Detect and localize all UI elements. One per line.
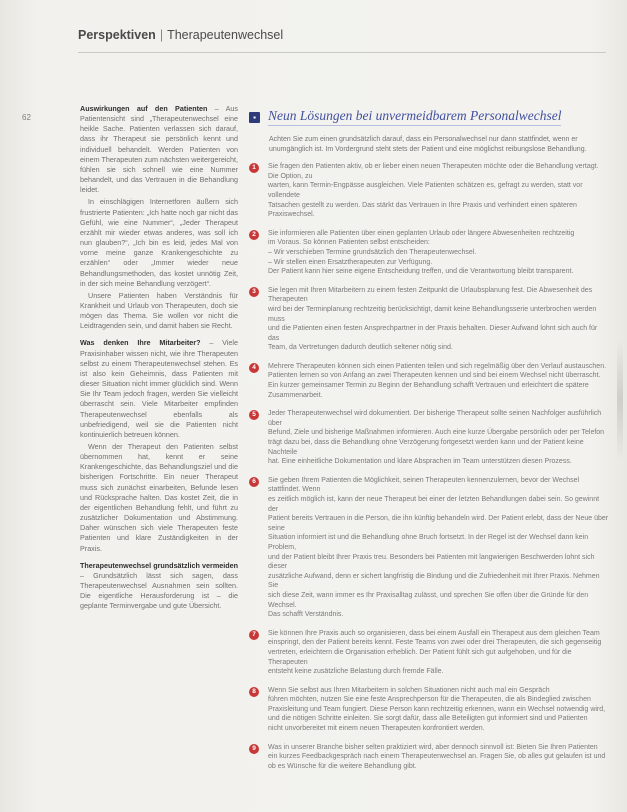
tip-line: Team, da Vertretungen dadurch deutlich seltener nötig sind. (268, 344, 453, 352)
header-section: Perspektiven (78, 28, 156, 42)
tip-line: Wenn Sie selbst aus Ihren Mitarbeitern in solchen Situationen nicht auch mal ein Gespräch (268, 686, 550, 694)
tip-line: führen möchten, nutzen Sie eine feste Ansprechperson für die Therapeuten, die als Bindeglied zwischen (268, 696, 591, 704)
tip-line: Das schafft Verständnis. (268, 611, 344, 619)
tip-line: und die nötigen Schritte einleiten. Sie sorgt dafür, dass alle Beteiligten gut informiert sind und Patienten (268, 715, 588, 723)
tip-item (249, 476, 609, 620)
tip-line: entsteht keine zusätzliche Belastung durch fremde Fälle. (268, 668, 444, 676)
paragraph-text: – Grundsätzlich lässt sich sagen, dass Therapeutenwechsel Ausnahmen sein sollten. Die eigentliche Herausforderung ist – die geplante Terminvergabe und gute Übersicht. (80, 570, 238, 611)
tip-line: trägt dazu bei, dass die Behandlung ohne Verzögerung fortgesetzt werden kann und der Patient keine Nachteile (268, 439, 584, 456)
tip-number-badge: 5 (249, 410, 259, 420)
tip-item (249, 286, 609, 353)
tip-line: Sie können Ihre Praxis auch so organisieren, dass bei einem Ausfall ein Therapeut aus dem gleichen Team (268, 629, 600, 637)
tip-line: sich diese Zeit, wann immer es Ihr Praxisalltag zulässt, und sprechen Sie offen über die Gründe für den Wechsel. (268, 591, 589, 609)
tip-line: hat. Eine einheitliche Dokumentation und klare Absprachen im Team unterstützen diesen Prozess. (268, 458, 572, 466)
paragraph-heading: Therapeutenwechsel grundsätzlich vermeiden (80, 560, 238, 570)
running-header (78, 28, 283, 42)
left-paragraph-1 (80, 104, 238, 195)
tip-number-badge: 4 (249, 363, 259, 373)
tip-line: Ein kurzer gemeinsamer Termin zu Beginn der Behandlung schafft Vertrauen und erleichtert die spätere (268, 382, 589, 390)
tip-line: Mehrere Therapeuten können sich einen Patienten teilen und sich regelmäßig über den Verlauf austauschen. (268, 362, 607, 370)
tip-number-badge: 9 (249, 744, 259, 754)
tip-text (268, 686, 605, 734)
left-paragraph-6 (80, 561, 238, 612)
tip-number-badge: 1 (249, 163, 259, 173)
tip-number-badge: 6 (249, 477, 259, 487)
tip-line: Sie fragen den Patienten aktiv, ob er lieber einen neuen Therapeuten möchte oder die Behandlung vertagt. Die Option, zu (268, 163, 599, 180)
tips-list (249, 162, 609, 771)
solutions-box (249, 108, 609, 780)
tip-item (249, 229, 609, 277)
tip-number-badge: 8 (249, 687, 259, 697)
tip-line: vertreten, erleichtern die Organisation erheblich. Der Patient fühlt sich gut aufgehoben, und für die Therapeuten (268, 648, 572, 666)
tip-item (249, 629, 609, 677)
tip-text (268, 476, 609, 620)
tip-line: wird bei der Terminplanung rechtzeitig berücksichtigt, damit keine Behandlungsserie unterbrochen werden muss (268, 305, 597, 323)
tip-text (268, 362, 606, 400)
tip-number-badge: 7 (249, 630, 259, 640)
header-topic: Therapeutenwechsel (167, 28, 284, 42)
paragraph-text: – Viele Praxisinhaber wissen nicht, wie ihre Therapeuten selbst zu einem Therapeutenwechsel stehen. Es ist also kein Geheimnis, dass Patienten mit dieser Situation nicht immer glücklich sind. Wenn Sie Ihr Team jedoch fragen, werden Sie vielleicht überrascht sein. Viele Mitarbeiter empfinden Therapeutenwechsel ebenfalls als unbefriedigend, weil sie die Patienten nicht kontinuierlich betreuen können. (80, 338, 239, 439)
tip-text (268, 409, 609, 467)
left-paragraph-4 (80, 338, 238, 440)
tip-line: – Wir verschieben Termine grundsätzlich den Therapeutenwechsel. (268, 248, 477, 256)
tip-line: Sie legen mit Ihren Mitarbeitern zu einem festen Zeitpunkt die Urlaubsplanung fest. Die Abwesenheit des Therapeuten (268, 286, 593, 304)
tip-line: Sie informieren alle Patienten über einen geplanten Urlaub oder längere Abwesenheiten rechtzeitig (268, 229, 575, 237)
tip-item (249, 362, 609, 400)
tip-line: Zusammenarbeit. (268, 391, 323, 399)
left-column (80, 104, 238, 614)
tip-line: Patienten lernen so von Anfang an zwei Therapeuten kennen und sind bei einem Wechsel nicht überrascht. (268, 372, 601, 380)
tip-text (268, 629, 609, 677)
tip-line: – Wir stellen einen Ersatztherapeuten zur Verfügung. (268, 258, 433, 266)
tip-line: Praxisleitung und Team fungiert. Diese Person kann rechtzeitig erkennen, wann ein Wechsel notwendig wird, (268, 705, 606, 713)
paragraph-heading: Was denken Ihre Mitarbeiter? (80, 338, 201, 348)
tip-line: Patient bereits Vertrauen in die Person, die ihn künftig behandeln wird. Der Patient erlebt, dass der Neue über seine (268, 515, 609, 532)
tip-line: warten, kann Termin-Engpässe ausgleichen. Viele Patienten schätzen es, gefragt zu werden, statt vor vollendete (268, 182, 583, 199)
tip-line: es zeitlich möglich ist, kann der neue Therapeut bei einer der letzten Behandlungen dabei sein. So gewinnt der (268, 496, 600, 513)
tip-line: Sie geben Ihrem Patienten die Möglichkeit, seinen Therapeuten kennenzulernen, bevor der Wechsel stattfindet. Wenn (268, 476, 580, 494)
tip-line: und die Patienten einen festen Ansprechpartner in der Praxis behalten. Dieser Aufwand lohnt sich auch für das (268, 325, 598, 342)
header-rule (78, 52, 606, 53)
tip-line: einspringt, den der Patient bereits kennt. Feste Teams von zwei oder drei Therapeuten, die sich gegenseitig (268, 639, 602, 647)
tip-number-badge: 2 (249, 230, 259, 240)
tip-line: ob es Wünsche für die weitere Behandlung gibt. (268, 762, 417, 770)
tip-line: zusätzliche Aufwand, denn er sichert langfristig die Bindung und die Zufriedenheit mit Ihrer Praxis. Nehmen Sie (268, 572, 600, 590)
tip-text (268, 162, 609, 220)
tip-line: im Voraus. So können Patienten selbst entscheiden: (268, 239, 430, 247)
left-paragraph-5: Wenn der Therapeut den Patienten selbst übernommen hat, kennt er seine Krankengeschichte, das Behandlungsziel und die bisherigen Fortschritte. Ein neuer Therapeut muss sich zunächst einarbeiten, Befunde lesen und Rücksprache halten. Das kostet Zeit, die in der eigentlichen Behandlung fehlt, und führt zu zusätzlicher Dokumentation und Abstimmung. Daher wünschen sich viele Therapeuten feste Patienten und klare Zuständigkeiten in der Praxis. (80, 442, 238, 553)
tip-line: Situation informiert ist und die Behandlung ohne Bruch fortsetzt. In der Regel ist der Wechsel dann kein Problem, (268, 534, 589, 551)
paragraph-text: – Aus Patientensicht sind „Therapeutenwechsel eine heikle Sache. Patienten verlassen sich darauf, dass ihr Therapeut sie persönlich kennt und individuell behandelt. Werden Patienten von einem Therapeuten zum nächsten weitergereicht, fühlen sie sich schnell wie eine Nummer behandelt, und das Vertrauen in die Behandlung leidet. (80, 104, 239, 195)
box-intro: Achten Sie zum einen grundsätzlich darauf, dass ein Personalwechsel nur dann stattfindet, wenn er unumgänglich ist. Im Vordergrund steht stets der Patient und eine möglichst reibungslose Behandlung. (269, 136, 587, 153)
tip-text (268, 743, 605, 772)
tip-line: Was in unserer Branche bisher selten praktiziert wird, aber dennoch sinnvoll ist: Bieten Sie Ihren Patienten (268, 743, 598, 751)
box-title: Neun Lösungen bei unvermeidbarem Personalwechsel (268, 108, 561, 126)
tip-text (268, 286, 609, 353)
tip-number-badge: 3 (249, 287, 259, 297)
tip-line: und der Patient bleibt Ihrer Praxis treu. Besonders bei Patienten mit langwierigen Beschwerden lohnt sich dieser (268, 553, 595, 571)
left-paragraph-2: In einschlägigen Internetforen äußern sich frustrierte Patienten: „Ich hatte noch gar nicht das Gefühl, wie eine Nummer“, „Jeder Therapeut erzählt mir wieder etwas anderes, was soll ich nun glauben?“, „Ich bin es leid, jedes Mal von vorne meine ganze Krankengeschichte zu erzählen“ oder „Immer wieder neue Behandlungsmethoden, das kostet unnötig Zeit, in der sich meine Behandlung verzögert“. (80, 197, 238, 288)
paragraph-heading: Auswirkungen auf den Patienten (80, 104, 208, 113)
tip-text (268, 229, 574, 277)
tip-line: ein kurzes Feedbackgespräch nach einem Therapeutenwechsel an. Fragen Sie, ob alles gut gelaufen ist und (268, 753, 606, 761)
tip-item (249, 409, 609, 467)
box-square-icon: ▪ (249, 112, 260, 123)
tip-line: Der Patient kann hier seine eigene Entscheidung treffen, und die Verantwortung bleibt transparent. (268, 268, 574, 276)
tip-line: Tatsachen gestellt zu werden. Das stärkt das Vertrauen in Ihre Praxis und verhindert einen späteren Praxiswechsel. (268, 201, 577, 219)
tip-line: nicht unvorbereitet mit einem neuen Therapeuten konfrontiert werden. (268, 725, 485, 733)
tip-item (249, 686, 609, 734)
tip-item (249, 743, 609, 772)
left-paragraph-3: Unsere Patienten haben Verständnis für Krankheit und Urlaub von Therapeuten, doch sie mögen das Thema. Sie wollen vor nicht die Leidtragenden sein, und damit haben sie Recht. (80, 290, 238, 331)
page-edge-shadow (617, 340, 623, 460)
page-number: 62 (22, 113, 31, 122)
tip-item (249, 162, 609, 220)
box-title-row (249, 108, 609, 126)
header-separator: | (159, 28, 164, 42)
tip-line: Jeder Therapeutenwechsel wird dokumentiert. Der bisherige Therapeut sollte seinen Nachfolger ausführlich über (268, 410, 602, 427)
tip-line: Befund, Ziele und bisherige Maßnahmen informieren. Auch eine kurze Übergabe persönlich oder per Telefon (268, 429, 605, 437)
